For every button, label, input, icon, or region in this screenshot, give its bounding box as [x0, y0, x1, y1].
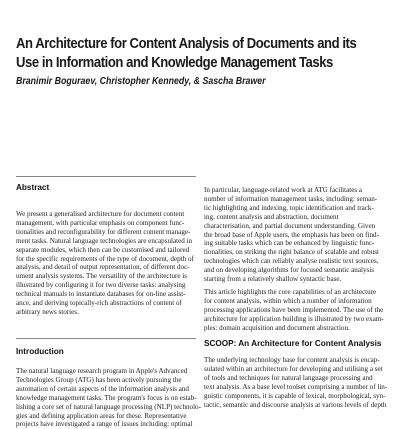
body-line: characterisation, and partial document understanding. Given: [204, 221, 376, 230]
intro-line: automation of certain aspects of the information analysis and: [16, 384, 189, 393]
body-line: ing suitable tasks which can be enhanced by linguistic func-: [204, 239, 375, 248]
body-line: and on developing algorithms for focused semantic analysis: [204, 266, 375, 275]
intro-line: lishing a core set of natural language processing (NLP) technolo-: [16, 402, 201, 411]
body-line: of tools and techniques for natural language processing and: [204, 373, 373, 382]
body-line: This article highlights the core capabilities of an architecture: [204, 288, 377, 296]
intro-line: The natural language research program in Apple's Advanced: [16, 367, 188, 375]
body-line: The underlying technology base for content analysis is encap-: [204, 356, 380, 364]
body-line: ples: domain acquisition and document abstraction.: [204, 323, 350, 332]
body-paragraph-1: [204, 186, 386, 284]
abstract-line: illustrated by configuring it for two diverse tasks: analysing: [16, 281, 186, 290]
body-line: starting from a relatively shallow syntactic base.: [204, 275, 342, 284]
body-line: number of information management tasks, including: seman-: [204, 194, 378, 203]
abstract-heading: Abstract: [16, 183, 50, 192]
abstract-line: ment tasks. Natural language technologies are encapsulated in: [16, 236, 193, 245]
body-line: sulated within an architecture for developing and utilising a set: [204, 364, 383, 373]
abstract-line: ance, and deriving topically-rich abstractions of content of: [16, 299, 182, 308]
abstract-line: separate modules, which then can be customised and tailored: [16, 245, 190, 254]
title-line-1: An Architecture for Content Analysis of Documents and its: [16, 35, 357, 52]
abstract-line: analysis, and detail of output representation, of different doc-: [16, 263, 190, 272]
introduction-heading: Introduction: [16, 347, 64, 356]
abstract-line: ument analysis systems. The versatility of the architecture is: [16, 272, 188, 281]
body-line: the broad base of Apple users, the emphasis has been on find-: [204, 230, 379, 239]
abstract-line: arbitrary news stories.: [16, 307, 79, 316]
body-line: In particular, language-related work at ATG facilitates a: [204, 186, 363, 194]
body-line: guistic components, it is capable of lexical, morphological, syn-: [204, 391, 386, 400]
abstract-line: for the specific requirements of the type of document, depth of: [16, 254, 194, 263]
introduction-text: [16, 367, 201, 429]
paper-title: [16, 34, 386, 72]
intro-line: projects have investigated a range of issues including: optimal: [16, 420, 193, 429]
abstract-line: tionalities and reconfigurability for different content manage-: [16, 227, 191, 236]
scoop-section-heading: SCOOP: An Architecture for Content Analysis: [204, 339, 382, 348]
intro-line: gies and defining application areas for these. Representative: [16, 411, 187, 420]
body-paragraph-3: [204, 356, 386, 409]
body-line: tactic, semantic and discourse analysis at various levels of depth: [204, 400, 387, 409]
body-line: tic highlighting and indexing, topic identification and track-: [204, 203, 374, 212]
section-divider: [16, 338, 196, 339]
abstract-line: We present a generalised architecture for document content: [16, 210, 185, 218]
intro-line: Technologies Group (ATG) has been actively pursuing the: [16, 375, 182, 384]
body-paragraph-2: [204, 288, 386, 333]
body-line: processing applications have been implemented. The use of the: [204, 305, 384, 314]
author-list: Branimir Boguraev, Christopher Kennedy, & Sascha Brawer: [16, 76, 266, 87]
body-line: text analysis. As a base level toolset comprising a number of lin-: [204, 382, 388, 391]
body-line: technologies which can reliably analyse realistic text sources,: [204, 257, 379, 266]
body-line: ing, content analysis and abstraction, document: [204, 212, 339, 221]
abstract-line: technical manuals to instantiate databases for on-line assist-: [16, 290, 186, 299]
abstract-text: [16, 210, 196, 317]
intro-line: knowledge management tasks. The program's focus is on estab-: [16, 393, 197, 402]
abstract-line: management, with particular emphasis on component func-: [16, 218, 185, 227]
body-line: for content analysis, within which a number of information: [204, 296, 372, 305]
title-line-2: Use in Information and Knowledge Management Tasks: [16, 54, 333, 71]
body-line: tionalities, on striking the right balance of scalable and robust: [204, 248, 379, 257]
section-divider: [16, 176, 196, 177]
body-line: architecture for application building is illustrated by two exam-: [204, 314, 384, 323]
